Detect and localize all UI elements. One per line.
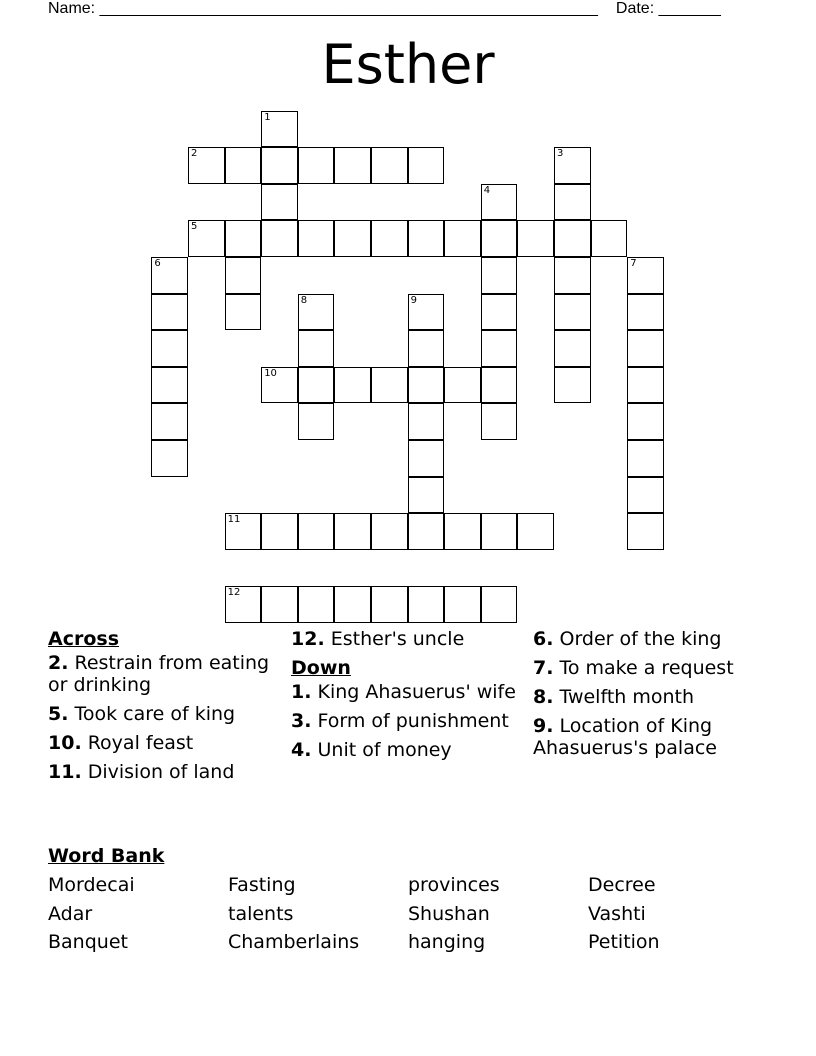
- grid-cell[interactable]: [408, 220, 445, 257]
- clue-item: [48, 652, 284, 696]
- grid-cell[interactable]: [371, 367, 408, 404]
- down-clue-list-continued: [533, 628, 769, 759]
- clue-number: 9.: [533, 715, 554, 737]
- grid-cell[interactable]: [481, 586, 518, 623]
- clue-column-2: [291, 628, 527, 768]
- word-bank-item: Vashti: [588, 903, 646, 925]
- grid-cell[interactable]: [334, 147, 371, 184]
- word-bank-item: Shushan: [408, 903, 490, 925]
- grid-cell[interactable]: [298, 513, 335, 550]
- clue-number: 8.: [533, 686, 554, 708]
- grid-cell[interactable]: [481, 403, 518, 440]
- grid-cell[interactable]: [298, 147, 335, 184]
- clue-item: [533, 628, 769, 650]
- word-bank-item: Decree: [588, 874, 656, 896]
- across-heading: Across: [48, 628, 120, 650]
- grid-cell[interactable]: [151, 403, 188, 440]
- grid-cell[interactable]: [334, 220, 371, 257]
- clue-number: 3: [557, 148, 564, 160]
- down-heading: Down: [291, 657, 351, 679]
- grid-cell[interactable]: [627, 513, 664, 550]
- grid-cell[interactable]: [298, 330, 335, 367]
- grid-cell[interactable]: [554, 367, 591, 404]
- grid-cell[interactable]: [261, 220, 298, 257]
- clue-item: [48, 703, 284, 725]
- grid-cell[interactable]: [554, 220, 591, 257]
- grid-cell[interactable]: [481, 330, 518, 367]
- clue-number: 5: [191, 221, 198, 233]
- grid-cell[interactable]: [481, 184, 518, 221]
- grid-cell[interactable]: [627, 367, 664, 404]
- grid-cell[interactable]: [225, 257, 262, 294]
- clue-number: 7: [630, 258, 637, 269]
- clue-item: [533, 715, 769, 759]
- word-bank-item: Fasting: [228, 874, 296, 896]
- grid-cell[interactable]: [225, 586, 262, 623]
- clue-item: [48, 732, 284, 754]
- grid-cell[interactable]: [444, 586, 481, 623]
- grid-cell[interactable]: [627, 294, 664, 331]
- clue-number: 12: [227, 587, 241, 599]
- clue-number: 9: [410, 294, 417, 306]
- clue-number: 2.: [48, 652, 69, 674]
- grid-cell[interactable]: [225, 147, 262, 184]
- clue-item: [533, 657, 769, 679]
- clue-number: 1.: [291, 681, 312, 703]
- grid-cell[interactable]: [151, 257, 188, 294]
- grid-cell[interactable]: [371, 220, 408, 257]
- grid-cell[interactable]: [371, 513, 408, 550]
- grid-cell[interactable]: [408, 477, 445, 514]
- page-title: Esther: [321, 33, 495, 96]
- grid-cell[interactable]: [261, 513, 298, 550]
- clue-text: Order of the king: [553, 628, 722, 650]
- grid-cell[interactable]: [408, 147, 445, 184]
- grid-cell[interactable]: [444, 513, 481, 550]
- clue-item: [291, 681, 527, 703]
- grid-cell[interactable]: [517, 513, 554, 550]
- grid-cell[interactable]: [591, 220, 628, 257]
- grid-cell[interactable]: [517, 220, 554, 257]
- clue-number: 10.: [48, 732, 82, 754]
- grid-cell[interactable]: [371, 586, 408, 623]
- clue-text: Form of punishment: [311, 710, 509, 732]
- clue-column-1: [48, 628, 284, 790]
- clue-column-3: [533, 628, 769, 766]
- grid-cell[interactable]: [554, 184, 591, 221]
- grid-cell[interactable]: [298, 403, 335, 440]
- word-bank-item: Mordecai: [48, 874, 135, 896]
- word-bank-heading: Word Bank: [48, 845, 165, 867]
- grid-cell[interactable]: [261, 147, 298, 184]
- grid-cell[interactable]: [151, 330, 188, 367]
- word-bank-item: talents: [228, 903, 294, 925]
- word-bank-item: hanging: [408, 931, 486, 953]
- clue-number: 4: [483, 184, 491, 196]
- grid-cell[interactable]: [554, 257, 591, 294]
- grid-cell[interactable]: [408, 330, 445, 367]
- word-bank-item: Adar: [48, 903, 93, 925]
- word-bank-item: provinces: [408, 874, 500, 896]
- clue-number: 8: [300, 294, 308, 306]
- grid-cell[interactable]: [225, 513, 262, 550]
- clue-text: Unit of money: [311, 739, 452, 761]
- date-field-label: Date: _______: [615, 0, 721, 17]
- word-bank-item: Chamberlains: [228, 931, 360, 953]
- clue-item: [291, 739, 527, 761]
- grid-cell[interactable]: [261, 184, 298, 221]
- grid-cell[interactable]: [298, 586, 335, 623]
- grid-cell[interactable]: [408, 294, 445, 331]
- clue-number: 12.: [291, 628, 325, 650]
- clue-number: 11.: [48, 761, 82, 783]
- clue-text: Division of land: [81, 761, 235, 783]
- across-clue-list: [48, 652, 284, 783]
- clue-item: [291, 628, 527, 650]
- grid-cell[interactable]: [554, 147, 591, 184]
- grid-cell[interactable]: [334, 513, 371, 550]
- clue-number: 4.: [291, 739, 312, 761]
- grid-cell[interactable]: [371, 147, 408, 184]
- grid-cell[interactable]: [627, 440, 664, 477]
- grid-cell[interactable]: [481, 513, 518, 550]
- grid-cell[interactable]: [408, 367, 445, 404]
- grid-cell[interactable]: [444, 367, 481, 404]
- grid-cell[interactable]: [334, 367, 371, 404]
- clue-text: Royal feast: [81, 732, 194, 754]
- word-bank-item: Petition: [588, 931, 660, 953]
- grid-cell[interactable]: [188, 147, 225, 184]
- grid-cell[interactable]: [554, 294, 591, 331]
- clue-text: To make a request: [553, 657, 734, 679]
- name-field-label: Name: ________________________________________________________: [48, 0, 598, 17]
- clue-item: [291, 710, 527, 732]
- grid-cell[interactable]: [298, 294, 335, 331]
- grid-cell[interactable]: [225, 294, 262, 331]
- grid-cell[interactable]: [151, 294, 188, 331]
- grid-cell[interactable]: [261, 111, 298, 148]
- across-clue-list-continued: [291, 628, 527, 650]
- word-bank-item: Banquet: [48, 931, 128, 953]
- clue-text: Esther's uncle: [324, 628, 465, 650]
- clue-number: 1: [264, 111, 271, 123]
- clue-item: [48, 761, 284, 783]
- grid-cell[interactable]: [627, 330, 664, 367]
- grid-cell[interactable]: [225, 220, 262, 257]
- grid-cell[interactable]: [627, 477, 664, 514]
- clue-number: 7.: [533, 657, 554, 679]
- clue-text: King Ahasuerus' wife: [311, 681, 516, 703]
- grid-cell[interactable]: [261, 586, 298, 623]
- grid-cell[interactable]: [151, 367, 188, 404]
- grid-cell[interactable]: [298, 220, 335, 257]
- grid-cell[interactable]: [408, 440, 445, 477]
- clue-text: Twelfth month: [553, 686, 695, 708]
- grid-cell[interactable]: [627, 257, 664, 294]
- clue-number: 10: [264, 367, 277, 379]
- clue-item: [533, 686, 769, 708]
- clue-number: 5.: [48, 703, 69, 725]
- clue-number: 2: [191, 148, 198, 160]
- grid-cell[interactable]: [481, 257, 518, 294]
- grid-cell[interactable]: [481, 294, 518, 331]
- grid-cell[interactable]: [408, 513, 445, 550]
- grid-cell[interactable]: [298, 367, 335, 404]
- clue-number: 11: [227, 514, 241, 526]
- clue-text: Location of King Ahasuerus's palace: [533, 715, 717, 759]
- grid-cell[interactable]: [261, 367, 298, 404]
- clue-text: Restrain from eating or drinking: [48, 652, 270, 696]
- down-clue-list: [291, 681, 527, 761]
- grid-cell[interactable]: [554, 330, 591, 367]
- grid-cell[interactable]: [481, 220, 518, 257]
- clue-number: 6.: [533, 628, 554, 650]
- grid-cell[interactable]: [444, 220, 481, 257]
- grid-cell[interactable]: [408, 586, 445, 623]
- grid-cell[interactable]: [627, 403, 664, 440]
- grid-cell[interactable]: [408, 403, 445, 440]
- clue-number: 6: [154, 258, 161, 269]
- clue-text: Took care of king: [68, 703, 236, 725]
- clue-number: 3.: [291, 710, 312, 732]
- grid-cell[interactable]: [481, 367, 518, 404]
- grid-cell[interactable]: [188, 220, 225, 257]
- grid-cell[interactable]: [151, 440, 188, 477]
- grid-cell[interactable]: [334, 586, 371, 623]
